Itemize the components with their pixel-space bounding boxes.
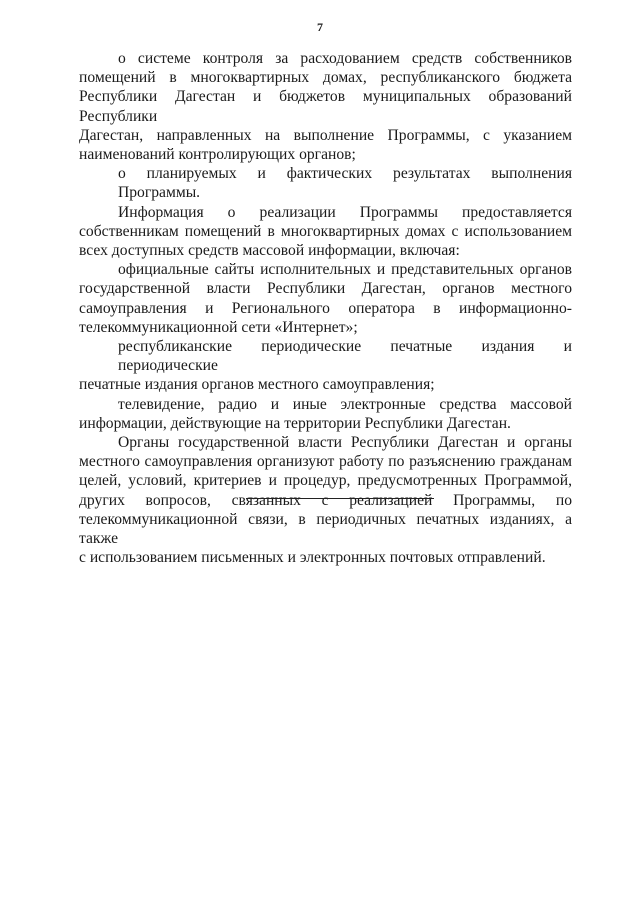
- paragraph-electronic-media: [79, 395, 572, 433]
- text-line: телекоммуникационной сети «Интернет»;: [79, 318, 358, 336]
- text-line: Республики Дагестан и бюджетов муниципальных образований Республики: [79, 88, 572, 125]
- text-line: самоуправления и Регионального оператора в информационно-: [79, 299, 572, 317]
- text-line: местного самоуправления организуют работу по разъяснению гражданам: [79, 453, 572, 471]
- document-body: [79, 49, 572, 567]
- text-line: официальные сайты исполнительных и представительных органов: [118, 261, 572, 279]
- text-line: всех доступных средств массовой информации, включая:: [79, 242, 460, 260]
- page-number: 7: [317, 20, 323, 34]
- text-line: наименований контролирующих органов;: [79, 146, 356, 164]
- text-line: государственной власти Республики Дагестан, органов местного: [79, 280, 572, 298]
- paragraph-information-provided: [79, 203, 572, 261]
- text-line: телевидение, радио и иные электронные средства массовой: [118, 395, 572, 413]
- text-line: других вопросов, связанных с реализацией Программы, по: [79, 491, 572, 509]
- text-line: целей, условий, критериев и процедур, предусмотренных Программой,: [79, 472, 572, 490]
- text-line: Информация о реализации Программы предоставляется: [118, 203, 572, 221]
- text-line: телекоммуникационной связи, в периодичных печатных изданиях, а также: [79, 510, 572, 548]
- text-line: информации, действующие на территории Республики Дагестан.: [79, 414, 511, 432]
- text-line: Органы государственной власти Республики Дагестан и органы: [118, 434, 572, 452]
- text-line: о планируемых и фактических результатах выполнения Программы.: [118, 165, 572, 202]
- text-line: печатные издания органов местного самоуправления;: [79, 376, 435, 394]
- paragraph-official-sites: [79, 260, 572, 337]
- text-line: с использованием письменных и электронных почтовых отправлений.: [79, 549, 546, 567]
- paragraph-planned-results: [79, 164, 572, 202]
- paragraph-print-media: [79, 337, 572, 395]
- text-line: Дагестан, направленных на выполнение Программы, с указанием: [79, 126, 572, 144]
- text-line: собственникам помещений в многоквартирных домах с использованием: [79, 222, 572, 240]
- paragraph-authorities-explanation: [79, 433, 572, 567]
- text-line: о системе контроля за расходованием средств собственников: [118, 50, 572, 67]
- text-line: республиканские периодические печатные издания и периодические: [118, 338, 572, 375]
- paragraph-control-system: [79, 49, 572, 164]
- text-line: помещений в многоквартирных домах, республиканского бюджета: [79, 69, 572, 87]
- end-separator-line: [246, 498, 434, 499]
